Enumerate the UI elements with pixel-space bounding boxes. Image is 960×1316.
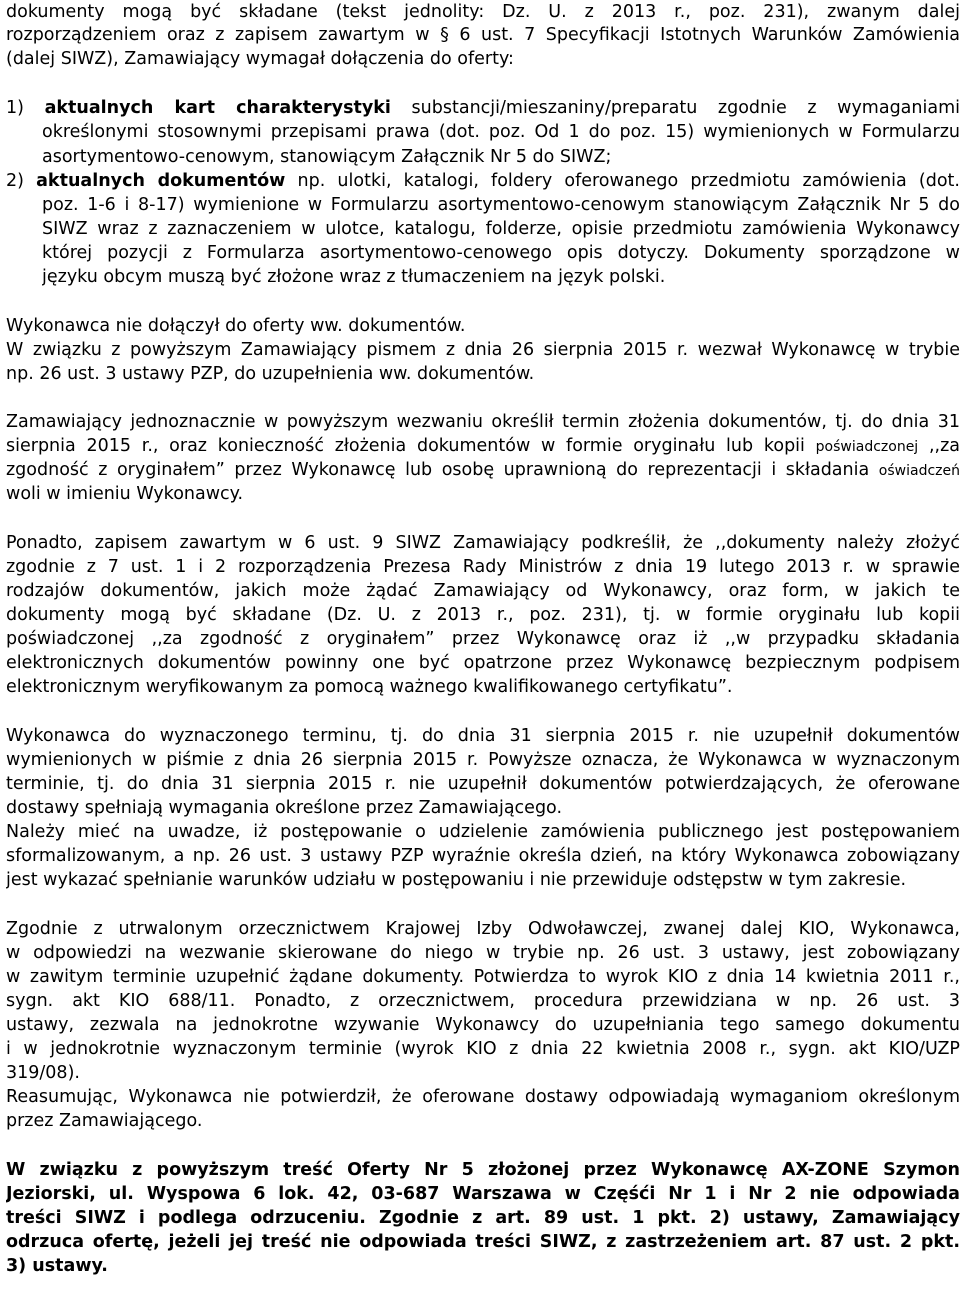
siwz-line-4: dokumenty mogą być składane (Dz. U. z 2013 r., poz. 231), tj. w formie oryginału lub kopii	[6, 605, 960, 625]
kio-line-2: w odpowiedzi na wezwanie skierowane do niego w trybie np. 26 ust. 3 ustawy, jest zobowiązany	[6, 943, 960, 963]
kio-line-9: przez Zamawiającego.	[6, 1111, 203, 1131]
failed-line-2: wymienionych w piśmie z dnia 26 sierpnia 2015 r. Powyższe oznacza, że Wykonawca w wyznaczonym	[6, 750, 960, 770]
failed-line-6: sformalizowanym, a np. 26 ust. 3 ustawy PZP wyraźnie określa dzień, na który Wykonawca zobowiązany	[6, 846, 960, 866]
kio-line-6: i w jednokrotnie wyznaczonym terminie (wyrok KIO z dnia 22 kwietnia 2008 r., sygn. akt KIO/UZP	[6, 1039, 960, 1059]
failed-line-1: Wykonawca do wyznaczonego terminu, tj. do dnia 31 sierpnia 2015 r. nie uzupełnił dokumentów	[6, 726, 960, 746]
siwz-line-1: Ponadto, zapisem zawartym w 6 ust. 9 SIWZ Zamawiający podkreślił, że ,,dokumenty należy złożyć	[6, 533, 960, 553]
list-item-2-line-1	[6, 169, 960, 193]
list-item-1-line-1	[6, 96, 960, 120]
list-item-2-line-2: poz. 1-6 i 8-17) wymienione w Formularzu asortymentowo-cenowym stanowiącym Załącznik Nr 5 do	[42, 195, 960, 215]
failed-line-3: terminie, tj. do dnia 31 sierpnia 2015 r. nie uzupełnił dokumentów potwierdzających, że oferowane	[6, 774, 960, 794]
kio-line-1: Zgodnie z utrwalonym orzecznictwem Krajowej Izby Odwoławczej, zwanej dalej KIO, Wykonawca,	[6, 919, 960, 939]
missing-line-1: Wykonawca nie dołączył do oferty ww. dokumentów.	[6, 316, 466, 336]
list-item-2-rest: np. ulotki, katalogi, foldery oferowanego przedmiotu zamówienia (dot.	[297, 171, 960, 191]
intro-line-2: rozporządzeniem oraz z zapisem zawartym w § 6 ust. 7 Specyfikacji Istotnych Warunków Zamówienia	[6, 25, 960, 45]
kio-line-8: Reasumując, Wykonawca nie potwierdził, że oferowane dostawy odpowiadają wymaganiom określonym	[6, 1087, 960, 1107]
siwz-line-3: rodzajów dokumentów, jakich może żądać Zamawiający od Wykonawcy, oraz form, w jakich te	[6, 581, 960, 601]
list-item-1-bold: aktualnych kart charakterystyki	[44, 98, 391, 118]
deadline-line-3-main: zgodność z oryginałem” przez Wykonawcę lub osobę uprawnioną do reprezentacji i składania	[6, 460, 870, 480]
conclusion-line-2: Jeziorski, ul. Wyspowa 6 lok. 42, 03-687 Warszawa w Częśći Nr 1 i Nr 2 nie odpowiada	[6, 1184, 960, 1204]
kio-line-3: w zawitym terminie uzupełnić żądane dokumenty. Potwierdza to wyrok KIO z dnia 14 kwietnia 2011 r.,	[6, 967, 960, 987]
siwz-line-7: elektronicznym weryfikowanym za pomocą ważnego kwalifikowanego certyfikatu”.	[6, 677, 733, 697]
siwz-line-2: zgodnie z 7 ust. 1 i 2 rozporządzenia Prezesa Rady Ministrów z dnia 19 lutego 2013 r. w sprawie	[6, 557, 960, 577]
deadline-line-3-small: oświadczeń	[878, 463, 960, 479]
list-item-1-number: 1)	[6, 98, 24, 118]
deadline-line-2-main: sierpnia 2015 r., oraz konieczność złożenia dokumentów w formie oryginału lub kopii	[6, 436, 805, 456]
conclusion-line-4: odrzuca ofertę, jeżeli jej treść nie odpowiada treści SIWZ, z zastrzeżeniem art. 87 ust. 2 pkt.	[6, 1232, 960, 1252]
conclusion-line-5: 3) ustawy.	[6, 1256, 108, 1276]
list-item-1-rest: substancji/mieszaniny/preparatu zgodnie z wymaganiami	[411, 98, 960, 118]
list-item-2-line-4: której pozycji z Formularza asortymentowo-cenowego opis dotyczy. Dokumenty sporządzone w	[42, 243, 960, 263]
list-item-2-number: 2)	[6, 171, 24, 191]
failed-line-4: dostawy spełniają wymagania określone przez Zamawiającego.	[6, 798, 563, 818]
deadline-line-4: woli w imieniu Wykonawcy.	[6, 484, 244, 504]
siwz-line-5: poświadczonej ,,za zgodność z oryginałem” przez Wykonawcę oraz iż ,,w przypadku składania	[6, 629, 960, 649]
kio-line-5: ustawy, zezwala na jednokrotne wzywanie Wykonawcy do uzupełniania tego samego dokumentu	[6, 1015, 960, 1035]
conclusion-line-3: treści SIWZ i podlega odrzuceniu. Zgodnie z art. 89 ust. 1 pkt. 2) ustawy, Zamawiający	[6, 1208, 960, 1228]
deadline-line-2	[6, 434, 960, 458]
missing-line-3: np. 26 ust. 3 ustawy PZP, do uzupełnienia ww. dokumentów.	[6, 364, 535, 384]
siwz-line-6: elektronicznych dokumentów powinny one być opatrzone przez Wykonawcę bezpiecznym podpisem	[6, 653, 960, 673]
missing-line-2: W związku z powyższym Zamawiający pismem z dnia 26 sierpnia 2015 r. wezwał Wykonawcę w trybie	[6, 340, 960, 360]
list-item-2-line-5: języku obcym muszą być złożone wraz z tłumaczeniem na język polski.	[42, 267, 666, 287]
intro-line-3: (dalej SIWZ), Zamawiający wymagał dołączenia do oferty:	[6, 49, 514, 69]
deadline-line-3	[6, 458, 960, 482]
deadline-line-2-small: poświadczonej	[815, 439, 919, 455]
kio-line-7: 319/08).	[6, 1063, 80, 1083]
list-item-2-line-3: SIWZ wraz z zaznaczeniem w ulotce, katalogu, folderze, opisie przedmiotu zamówienia Wykonawcy	[42, 219, 960, 239]
failed-line-7: jest wykazać spełnianie warunków udziału w postępowaniu i nie przewiduje odstępstw w tym zakresie.	[6, 870, 907, 890]
list-item-1-line-3: asortymentowo-cenowym, stanowiącym Załącznik Nr 5 do SIWZ;	[42, 147, 612, 167]
list-item-1-line-2: określonymi stosownymi przepisami prawa (dot. poz. Od 1 do poz. 15) wymienionych w Formularzu	[42, 122, 960, 142]
conclusion-line-1: W związku z powyższym treść Oferty Nr 5 złożonej przez Wykonawcę AX-ZONE Szymon	[6, 1160, 960, 1180]
deadline-line-2-end: ,,za	[928, 436, 960, 456]
deadline-line-1: Zamawiający jednoznacznie w powyższym wezwaniu określił termin złożenia dokumentów, tj. do dnia 31	[6, 412, 960, 432]
kio-line-4: sygn. akt KIO 688/11. Ponadto, z orzecznictwem, procedura przewidziana w np. 26 ust. 3	[6, 991, 960, 1011]
failed-line-5: Należy mieć na uwadze, iż postępowanie o udzielenie zamówienia publicznego jest postępowaniem	[6, 822, 960, 842]
list-item-2-bold: aktualnych dokumentów	[36, 171, 286, 191]
intro-line-1: dokumenty mogą być składane (tekst jednolity: Dz. U. z 2013 r., poz. 231), zwanym dalej	[6, 2, 960, 22]
